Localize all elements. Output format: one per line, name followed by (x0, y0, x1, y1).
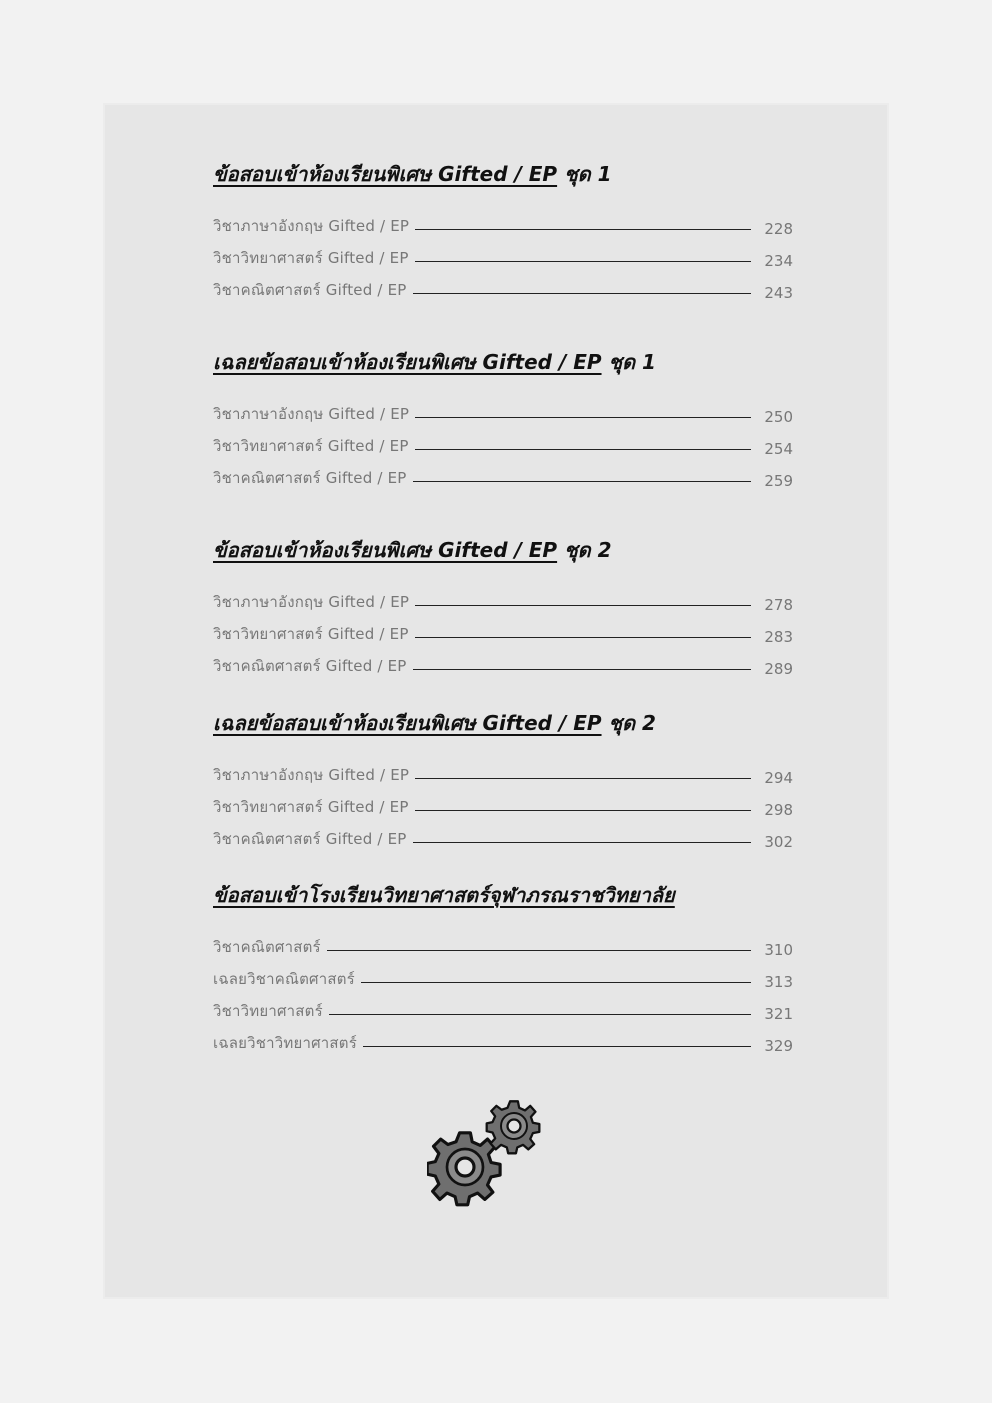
toc-entry[interactable] (213, 426, 793, 458)
entry-label: เฉลยวิชาคณิตศาสตร์ (213, 970, 355, 988)
toc-entry[interactable] (213, 270, 793, 302)
toc-entry[interactable] (213, 614, 793, 646)
entry-label: วิชาวิทยาศาสตร์ Gifted / EP (213, 437, 409, 455)
section-title: เฉลยข้อสอบเข้าห้องเรียนพิเศษ Gifted / EP (213, 711, 602, 735)
leader-line (415, 778, 751, 779)
page-number: 259 (764, 472, 793, 490)
leader-line (415, 417, 751, 418)
section-title: ข้อสอบเข้าห้องเรียนพิเศษ Gifted / EP (213, 162, 558, 186)
toc-section (213, 348, 793, 490)
toc-entry[interactable] (213, 394, 793, 426)
page-number: 278 (764, 596, 793, 614)
leader-line (415, 605, 751, 606)
entry-label: วิชาคณิตศาสตร์ Gifted / EP (213, 657, 407, 675)
toc-section (213, 160, 793, 302)
entry-label: เฉลยวิชาวิทยาศาสตร์ (213, 1034, 357, 1052)
section-set-number: ชุด 2 (608, 711, 656, 735)
toc-entry[interactable] (213, 238, 793, 270)
page-number: 234 (764, 252, 793, 270)
small-gear-icon (487, 1101, 540, 1153)
entry-label: วิชาคณิตศาสตร์ (213, 938, 321, 956)
page-number: 329 (764, 1037, 793, 1055)
page-number: 228 (764, 220, 793, 238)
leader-line (413, 293, 751, 294)
section-heading (213, 160, 793, 188)
toc-entry[interactable] (213, 991, 793, 1023)
toc-section (213, 881, 793, 1055)
section-heading (213, 881, 793, 909)
leader-line (329, 1014, 751, 1015)
page-number: 294 (764, 769, 793, 787)
page-number: 302 (764, 833, 793, 851)
entry-label: วิชาภาษาอังกฤษ Gifted / EP (213, 593, 410, 611)
toc-entry[interactable] (213, 787, 793, 819)
leader-line (415, 261, 751, 262)
leader-line (415, 229, 751, 230)
leader-line (361, 982, 751, 983)
large-gear-icon (427, 1133, 500, 1205)
toc-entry[interactable] (213, 927, 793, 959)
entry-label: วิชาคณิตศาสตร์ Gifted / EP (213, 281, 407, 299)
section-heading (213, 536, 793, 564)
leader-line (413, 669, 751, 670)
leader-line (363, 1046, 751, 1047)
entry-label: วิชาวิทยาศาสตร์ Gifted / EP (213, 625, 409, 643)
entry-label: วิชาภาษาอังกฤษ Gifted / EP (213, 217, 410, 235)
toc-entry[interactable] (213, 959, 793, 991)
page-number: 289 (764, 660, 793, 678)
leader-line (413, 842, 751, 843)
entry-label: วิชาคณิตศาสตร์ Gifted / EP (213, 830, 407, 848)
entry-label: วิชาวิทยาศาสตร์ Gifted / EP (213, 798, 409, 816)
section-heading (213, 709, 793, 737)
page-number: 254 (764, 440, 793, 458)
section-set-number: ชุด 1 (608, 350, 656, 374)
leader-line (415, 449, 751, 450)
leader-line (327, 950, 751, 951)
toc-entry[interactable] (213, 819, 793, 851)
gears-icon (427, 1097, 547, 1209)
toc-entry[interactable] (213, 582, 793, 614)
section-set-number: ชุด 2 (564, 538, 612, 562)
section-heading (213, 348, 793, 376)
entry-label: วิชาคณิตศาสตร์ Gifted / EP (213, 469, 407, 487)
leader-line (415, 810, 751, 811)
leader-line (413, 481, 751, 482)
entry-label: วิชาวิทยาศาสตร์ Gifted / EP (213, 249, 409, 267)
section-set-number: ชุด 1 (564, 162, 612, 186)
entry-label: วิชาวิทยาศาสตร์ (213, 1002, 323, 1020)
entry-label: วิชาภาษาอังกฤษ Gifted / EP (213, 405, 410, 423)
page-number: 298 (764, 801, 793, 819)
toc-entry[interactable] (213, 458, 793, 490)
page-number: 250 (764, 408, 793, 426)
entry-label: วิชาภาษาอังกฤษ Gifted / EP (213, 766, 410, 784)
section-title: ข้อสอบเข้าโรงเรียนวิทยาศาสตร์จุฬาภรณราชวิทยาลัย (213, 883, 675, 907)
toc-entry[interactable] (213, 206, 793, 238)
toc-section (213, 709, 793, 851)
page-number: 243 (764, 284, 793, 302)
section-title: เฉลยข้อสอบเข้าห้องเรียนพิเศษ Gifted / EP (213, 350, 602, 374)
section-title: ข้อสอบเข้าห้องเรียนพิเศษ Gifted / EP (213, 538, 558, 562)
page-number: 313 (764, 973, 793, 991)
toc-entry[interactable] (213, 1023, 793, 1055)
toc-section (213, 536, 793, 678)
toc-entry[interactable] (213, 755, 793, 787)
page-number: 310 (764, 941, 793, 959)
toc-entry[interactable] (213, 646, 793, 678)
page-number: 321 (764, 1005, 793, 1023)
page-number: 283 (764, 628, 793, 646)
leader-line (415, 637, 751, 638)
